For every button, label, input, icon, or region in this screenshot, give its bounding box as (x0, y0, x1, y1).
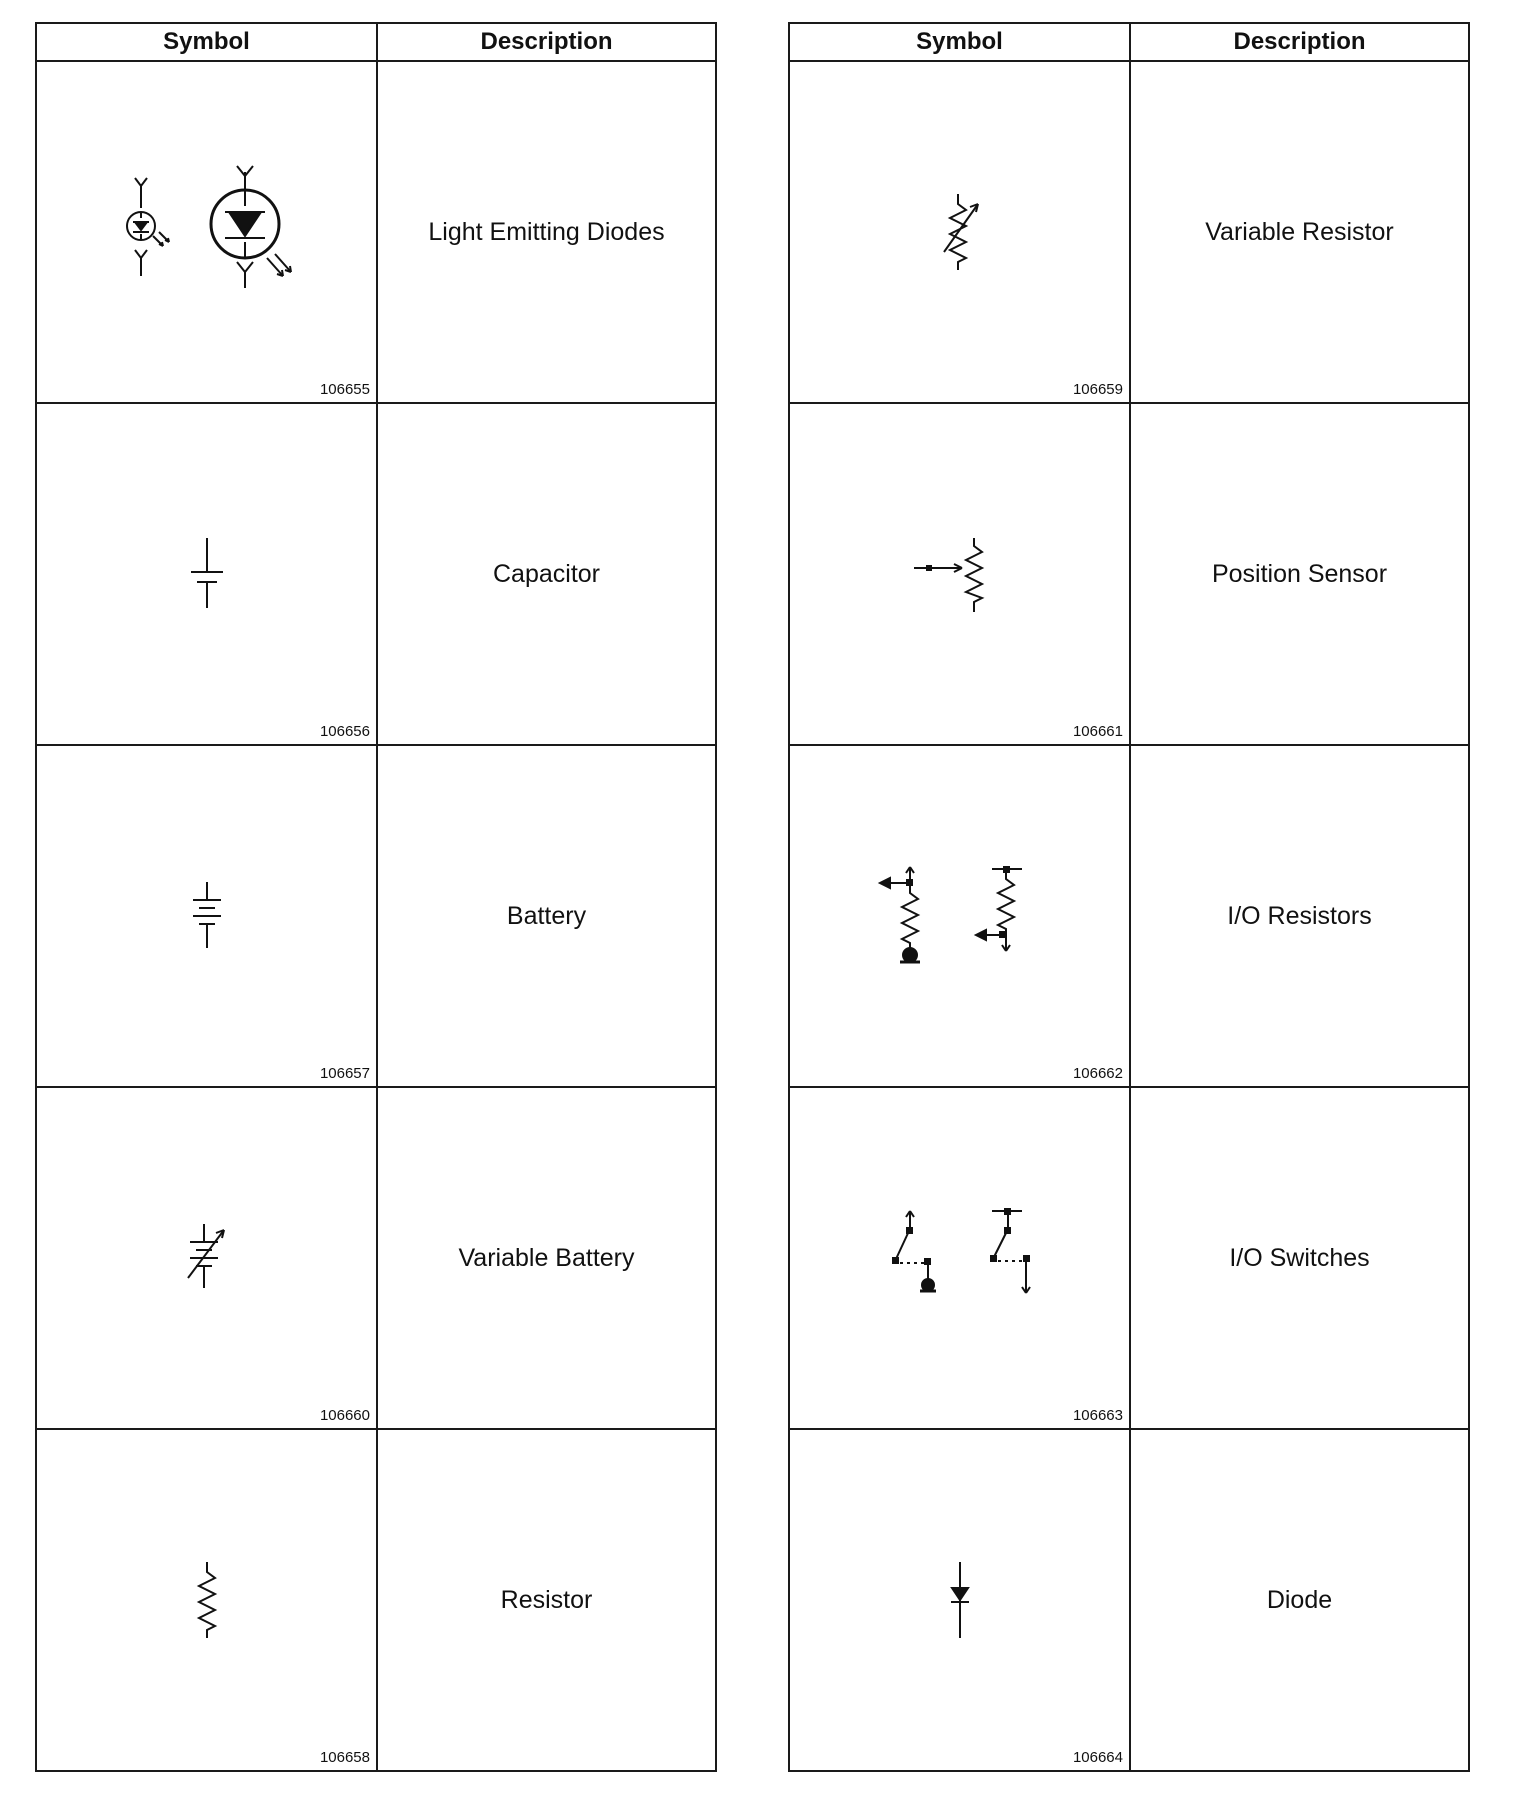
description-cell: Diode (1130, 1429, 1469, 1771)
description-cell: Variable Resistor (1130, 61, 1469, 403)
symbol-cell (36, 745, 377, 1087)
io-resistors-icon (860, 861, 1060, 971)
variable-battery-icon (172, 1218, 242, 1298)
symbol-cell (789, 745, 1130, 1087)
table-row (36, 1429, 716, 1771)
table-row (36, 61, 716, 403)
description-cell: I/O Switches (1130, 1087, 1469, 1429)
battery-icon (177, 876, 237, 956)
table-row (36, 745, 716, 1087)
symbol-column-header: Symbol (36, 23, 377, 61)
symbol-cell (789, 1087, 1130, 1429)
table-row (789, 61, 1469, 403)
position-sensor-icon (910, 532, 1010, 616)
description-cell: Variable Battery (377, 1087, 716, 1429)
figure-number: 106660 (319, 1407, 370, 1424)
symbol-column-header: Symbol (789, 23, 1130, 61)
symbol-table-left (35, 22, 717, 1772)
table-row (789, 1429, 1469, 1771)
figure-number: 106658 (319, 1749, 370, 1766)
resistor-icon (182, 1558, 232, 1642)
figure-number: 106662 (1072, 1065, 1123, 1082)
led-icon (107, 162, 307, 302)
diode-icon (940, 1558, 980, 1642)
table-row (789, 403, 1469, 745)
symbol-cell (36, 403, 377, 745)
description-cell: Capacitor (377, 403, 716, 745)
symbol-cell (36, 1087, 377, 1429)
figure-number: 106659 (1072, 381, 1123, 398)
description-cell: Light Emitting Diodes (377, 61, 716, 403)
symbol-cell (789, 403, 1130, 745)
description-cell: I/O Resistors (1130, 745, 1469, 1087)
symbol-cell (789, 1429, 1130, 1771)
variable-resistor-icon (930, 190, 990, 274)
table-row (36, 1087, 716, 1429)
figure-number: 106663 (1072, 1407, 1123, 1424)
capacitor-icon (177, 534, 237, 614)
table-row (36, 403, 716, 745)
figure-number: 106656 (319, 723, 370, 740)
table-row (789, 1087, 1469, 1429)
symbol-cell (789, 61, 1130, 403)
table-row (789, 745, 1469, 1087)
description-column-header: Description (1130, 23, 1469, 61)
symbol-table-right (788, 22, 1470, 1772)
figure-number: 106661 (1072, 723, 1123, 740)
description-cell: Position Sensor (1130, 403, 1469, 745)
io-switches-icon (860, 1203, 1060, 1313)
table-header-row (789, 23, 1469, 61)
figure-number: 106655 (319, 381, 370, 398)
symbol-cell (36, 61, 377, 403)
table-header-row (36, 23, 716, 61)
description-cell: Battery (377, 745, 716, 1087)
symbol-cell (36, 1429, 377, 1771)
description-cell: Resistor (377, 1429, 716, 1771)
figure-number: 106657 (319, 1065, 370, 1082)
description-column-header: Description (377, 23, 716, 61)
figure-number: 106664 (1072, 1749, 1123, 1766)
